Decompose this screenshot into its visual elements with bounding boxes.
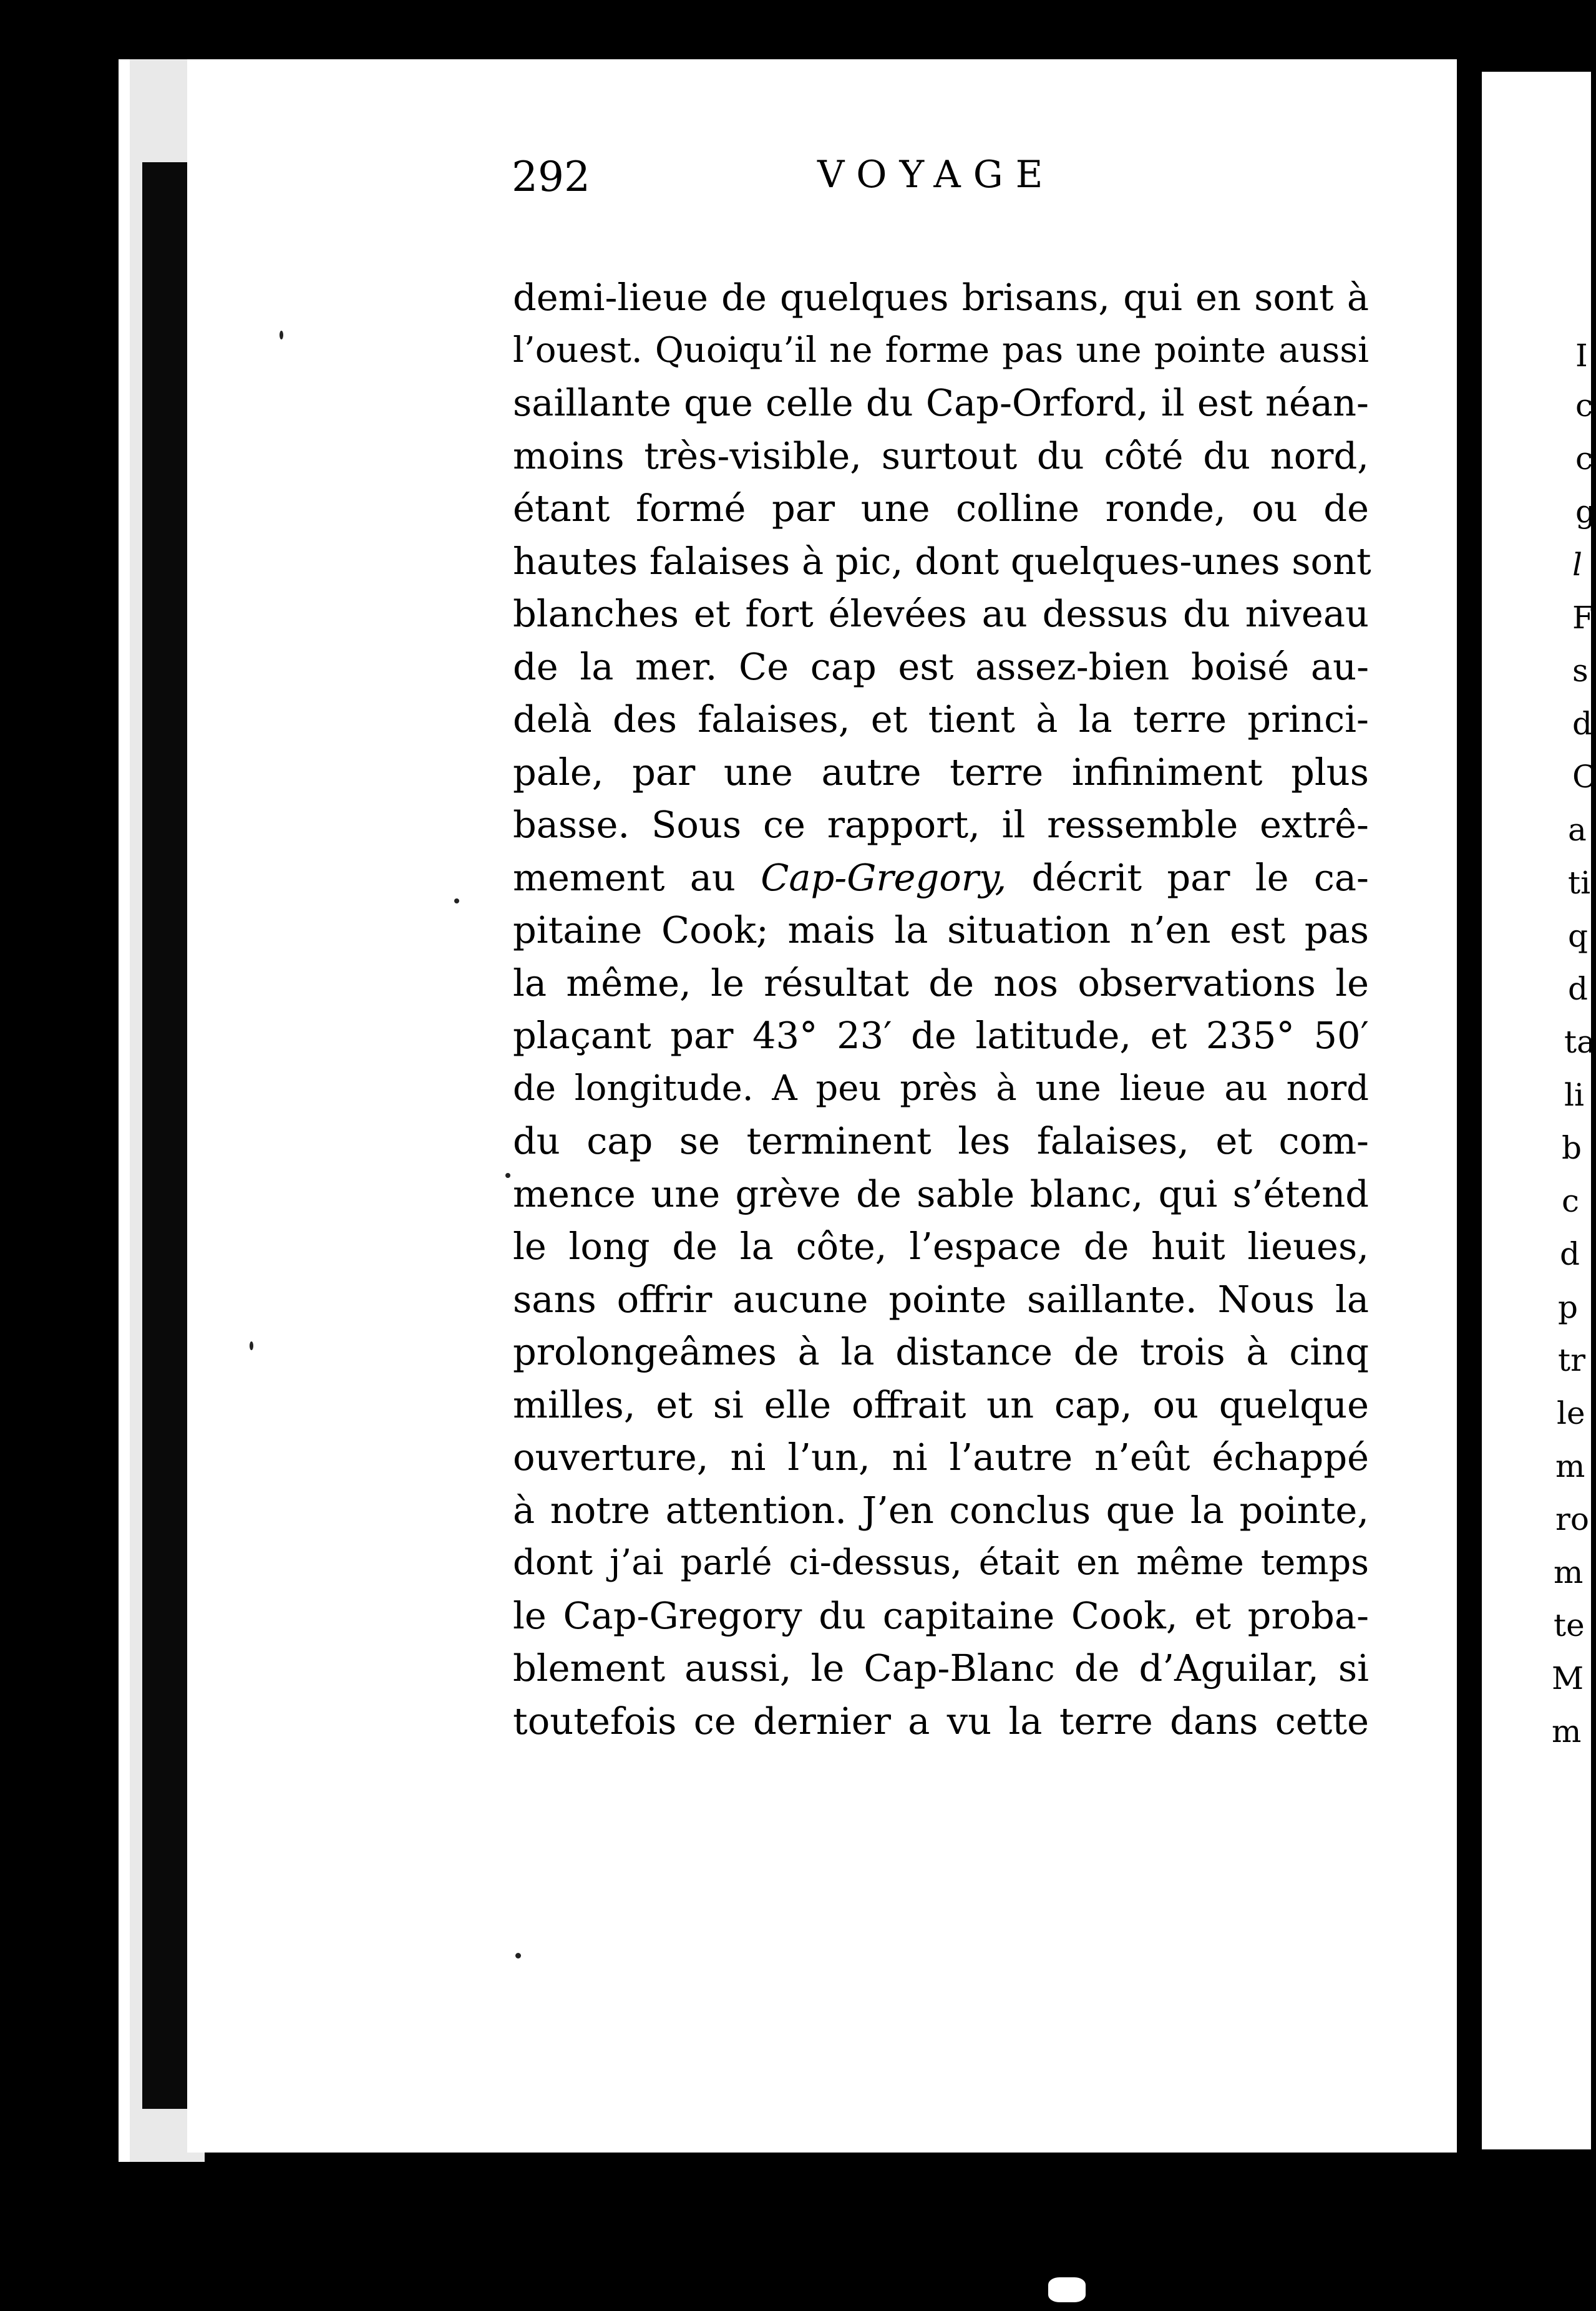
text-line: basse. Sous ce rapport, il ressemble extrê- [513, 803, 1369, 846]
text-line: du cap se terminent les falaises, et com- [513, 1119, 1369, 1162]
facing-fragment: q [1568, 918, 1589, 954]
text-line: dont j’ai parlé ci-dessus, était en même temps [513, 1542, 1369, 1583]
facing-fragment: li [1564, 1077, 1584, 1113]
facing-fragment: b [1562, 1130, 1582, 1166]
text-line: toutefois ce dernier a vu la terre dans cette [513, 1699, 1369, 1743]
text-line: étant formé par une colline ronde, ou de [513, 487, 1369, 530]
facing-fragment: d [1560, 1236, 1580, 1272]
facing-fragment: l [1572, 547, 1582, 583]
scan-speck [454, 898, 459, 903]
facing-fragment: M [1552, 1660, 1584, 1696]
facing-fragment: tr [1558, 1342, 1585, 1378]
text-line: mence une grève de sable blanc, qui s’étend [513, 1172, 1369, 1215]
text-line: le Cap-Gregory du capitaine Cook, et proba- [513, 1593, 1369, 1637]
facing-fragment: I [1575, 338, 1588, 374]
scan-speck [515, 1953, 521, 1958]
scan-artifact [1048, 2277, 1086, 2302]
facing-fragment: d [1568, 971, 1589, 1007]
facing-fragment: ro [1555, 1501, 1590, 1537]
italic-place-name: Cap-Gregory, [761, 855, 1007, 899]
facing-fragment: ti [1568, 865, 1591, 901]
text-line: blanches et fort élevées au dessus du niveau [513, 592, 1369, 635]
scan-speck [505, 1173, 510, 1178]
text-line: ouverture, ni l’un, ni l’autre n’eût échappé [513, 1436, 1369, 1479]
page-header [512, 153, 1373, 215]
text-line: sans offrir aucune pointe saillante. Nous la [513, 1277, 1369, 1321]
text-line: pitaine Cook; mais la situation n’en est pas [513, 908, 1369, 951]
text-line: pale, par une autre terre infiniment plus [513, 750, 1369, 794]
text-line: saillante que celle du Cap-Orford, il est néan- [513, 381, 1369, 424]
text-line: mement au Cap-Gregory, décrit par le ca- [513, 855, 1369, 899]
text-line: blement aussi, le Cap-Blanc de d’Aguilar, si [513, 1647, 1369, 1690]
facing-fragment: s [1572, 653, 1589, 689]
facing-fragment: ta [1564, 1024, 1595, 1060]
text-line: delà des falaises, et tient à la terre princi- [513, 698, 1369, 741]
text-line: de la mer. Ce cap est assez-bien boisé au- [513, 645, 1369, 688]
facing-fragment: C [1572, 759, 1596, 795]
facing-fragment: g [1575, 494, 1596, 530]
facing-fragment: p [1558, 1289, 1579, 1325]
facing-page-edge [1482, 72, 1596, 2149]
scan-speck [250, 1341, 253, 1350]
running-title: VOYAGE [817, 153, 1056, 197]
page-number: 292 [512, 153, 590, 201]
body-text [513, 271, 1369, 1748]
text-line: le long de la côte, l’espace de huit lieues, [513, 1225, 1369, 1268]
text-line: l’ouest. Quoiqu’il ne forme pas une pointe aussi [513, 329, 1369, 371]
text-line: prolongeâmes à la distance de trois à cinq [513, 1330, 1369, 1373]
scan-speck [280, 331, 283, 339]
text-line: à notre attention. J’en conclus que la pointe, [513, 1488, 1369, 1532]
text-line: de longitude. A peu près à une lieue au nord [513, 1068, 1369, 1109]
text-line: plaçant par 43° 23′ de latitude, et 235° 50′ [513, 1014, 1369, 1057]
text-line: la même, le résultat de nos observations le [513, 961, 1369, 1005]
text-line: milles, et si elle offrait un cap, ou quelque [513, 1383, 1369, 1426]
facing-fragment: m [1555, 1448, 1585, 1484]
facing-fragment: le [1557, 1395, 1585, 1431]
facing-fragment: m [1552, 1713, 1582, 1749]
facing-fragment: a [1568, 812, 1587, 848]
text-line: hautes falaises à pic, dont quelques-unes sont [513, 539, 1371, 583]
text-line: demi-lieue de quelques brisans, qui en sont à [513, 276, 1369, 319]
facing-fragment: te [1554, 1607, 1585, 1643]
facing-fragment: F [1572, 600, 1594, 636]
binding-shadow [142, 162, 193, 2109]
facing-fragment: c [1562, 1183, 1580, 1219]
facing-fragment: m [1554, 1554, 1584, 1590]
facing-fragment: c [1575, 440, 1594, 477]
facing-fragment: c [1575, 387, 1594, 424]
facing-fragment: d [1572, 706, 1593, 742]
text-line: moins très-visible, surtout du côté du nord, [513, 434, 1369, 477]
